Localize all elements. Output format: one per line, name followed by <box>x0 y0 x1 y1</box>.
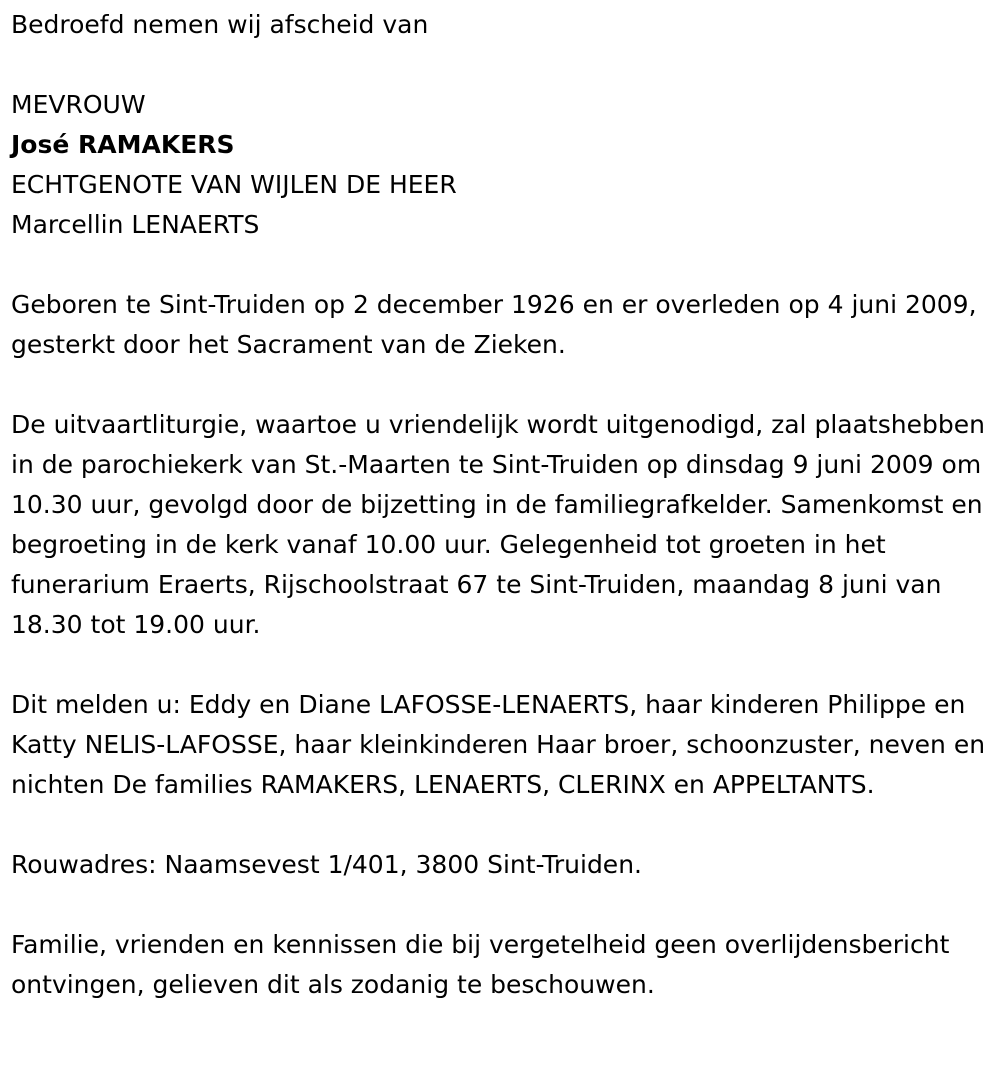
spouse-name: Marcellin LENAERTS <box>11 210 260 239</box>
deceased-name: José RAMAKERS <box>11 130 235 159</box>
relation-line: ECHTGENOTE VAN WIJLEN DE HEER <box>11 170 457 199</box>
birth-death-paragraph: Geboren te Sint-Truiden op 2 december 1926 en er overleden op 4 juni 2009, gesterkt door het Sacrament van de Zieken. <box>11 290 977 359</box>
intro-line: Bedroefd nemen wij afscheid van <box>11 10 429 39</box>
funeral-paragraph: De uitvaartliturgie, waartoe u vriendelijk wordt uitgenodigd, zal plaatshebben in de parochiekerk van St.-Maarten te Sint-Truiden op dinsdag 9 juni 2009 om 10.30 uur, gevolgd door de bijzetting in de familiegrafkelder. Samenkomst en begroeting in de kerk vanaf 10.00 uur. Gelegenheid tot groeten in het funerarium Eraerts, Rijschoolstraat 67 te Sint-Truiden, maandag 8 juni van 18.30 tot 19.00 uur. <box>11 410 985 639</box>
mourning-address: Rouwadres: Naamsevest 1/401, 3800 Sint-Truiden. <box>11 850 642 879</box>
title-line: MEVROUW <box>11 90 146 119</box>
closing-paragraph: Familie, vrienden en kennissen die bij vergetelheid geen overlijdensbericht ontvingen, gelieven dit als zodanig te beschouwen. <box>11 930 950 999</box>
announced-by-paragraph: Dit melden u: Eddy en Diane LAFOSSE-LENAERTS, haar kinderen Philippe en Katty NELIS-LAFOSSE, haar kleinkinderen Haar broer, schoonzuster, neven en nichten De families RAMAKERS, LENAERTS, CLERINX en APPELTANTS. <box>11 690 986 799</box>
